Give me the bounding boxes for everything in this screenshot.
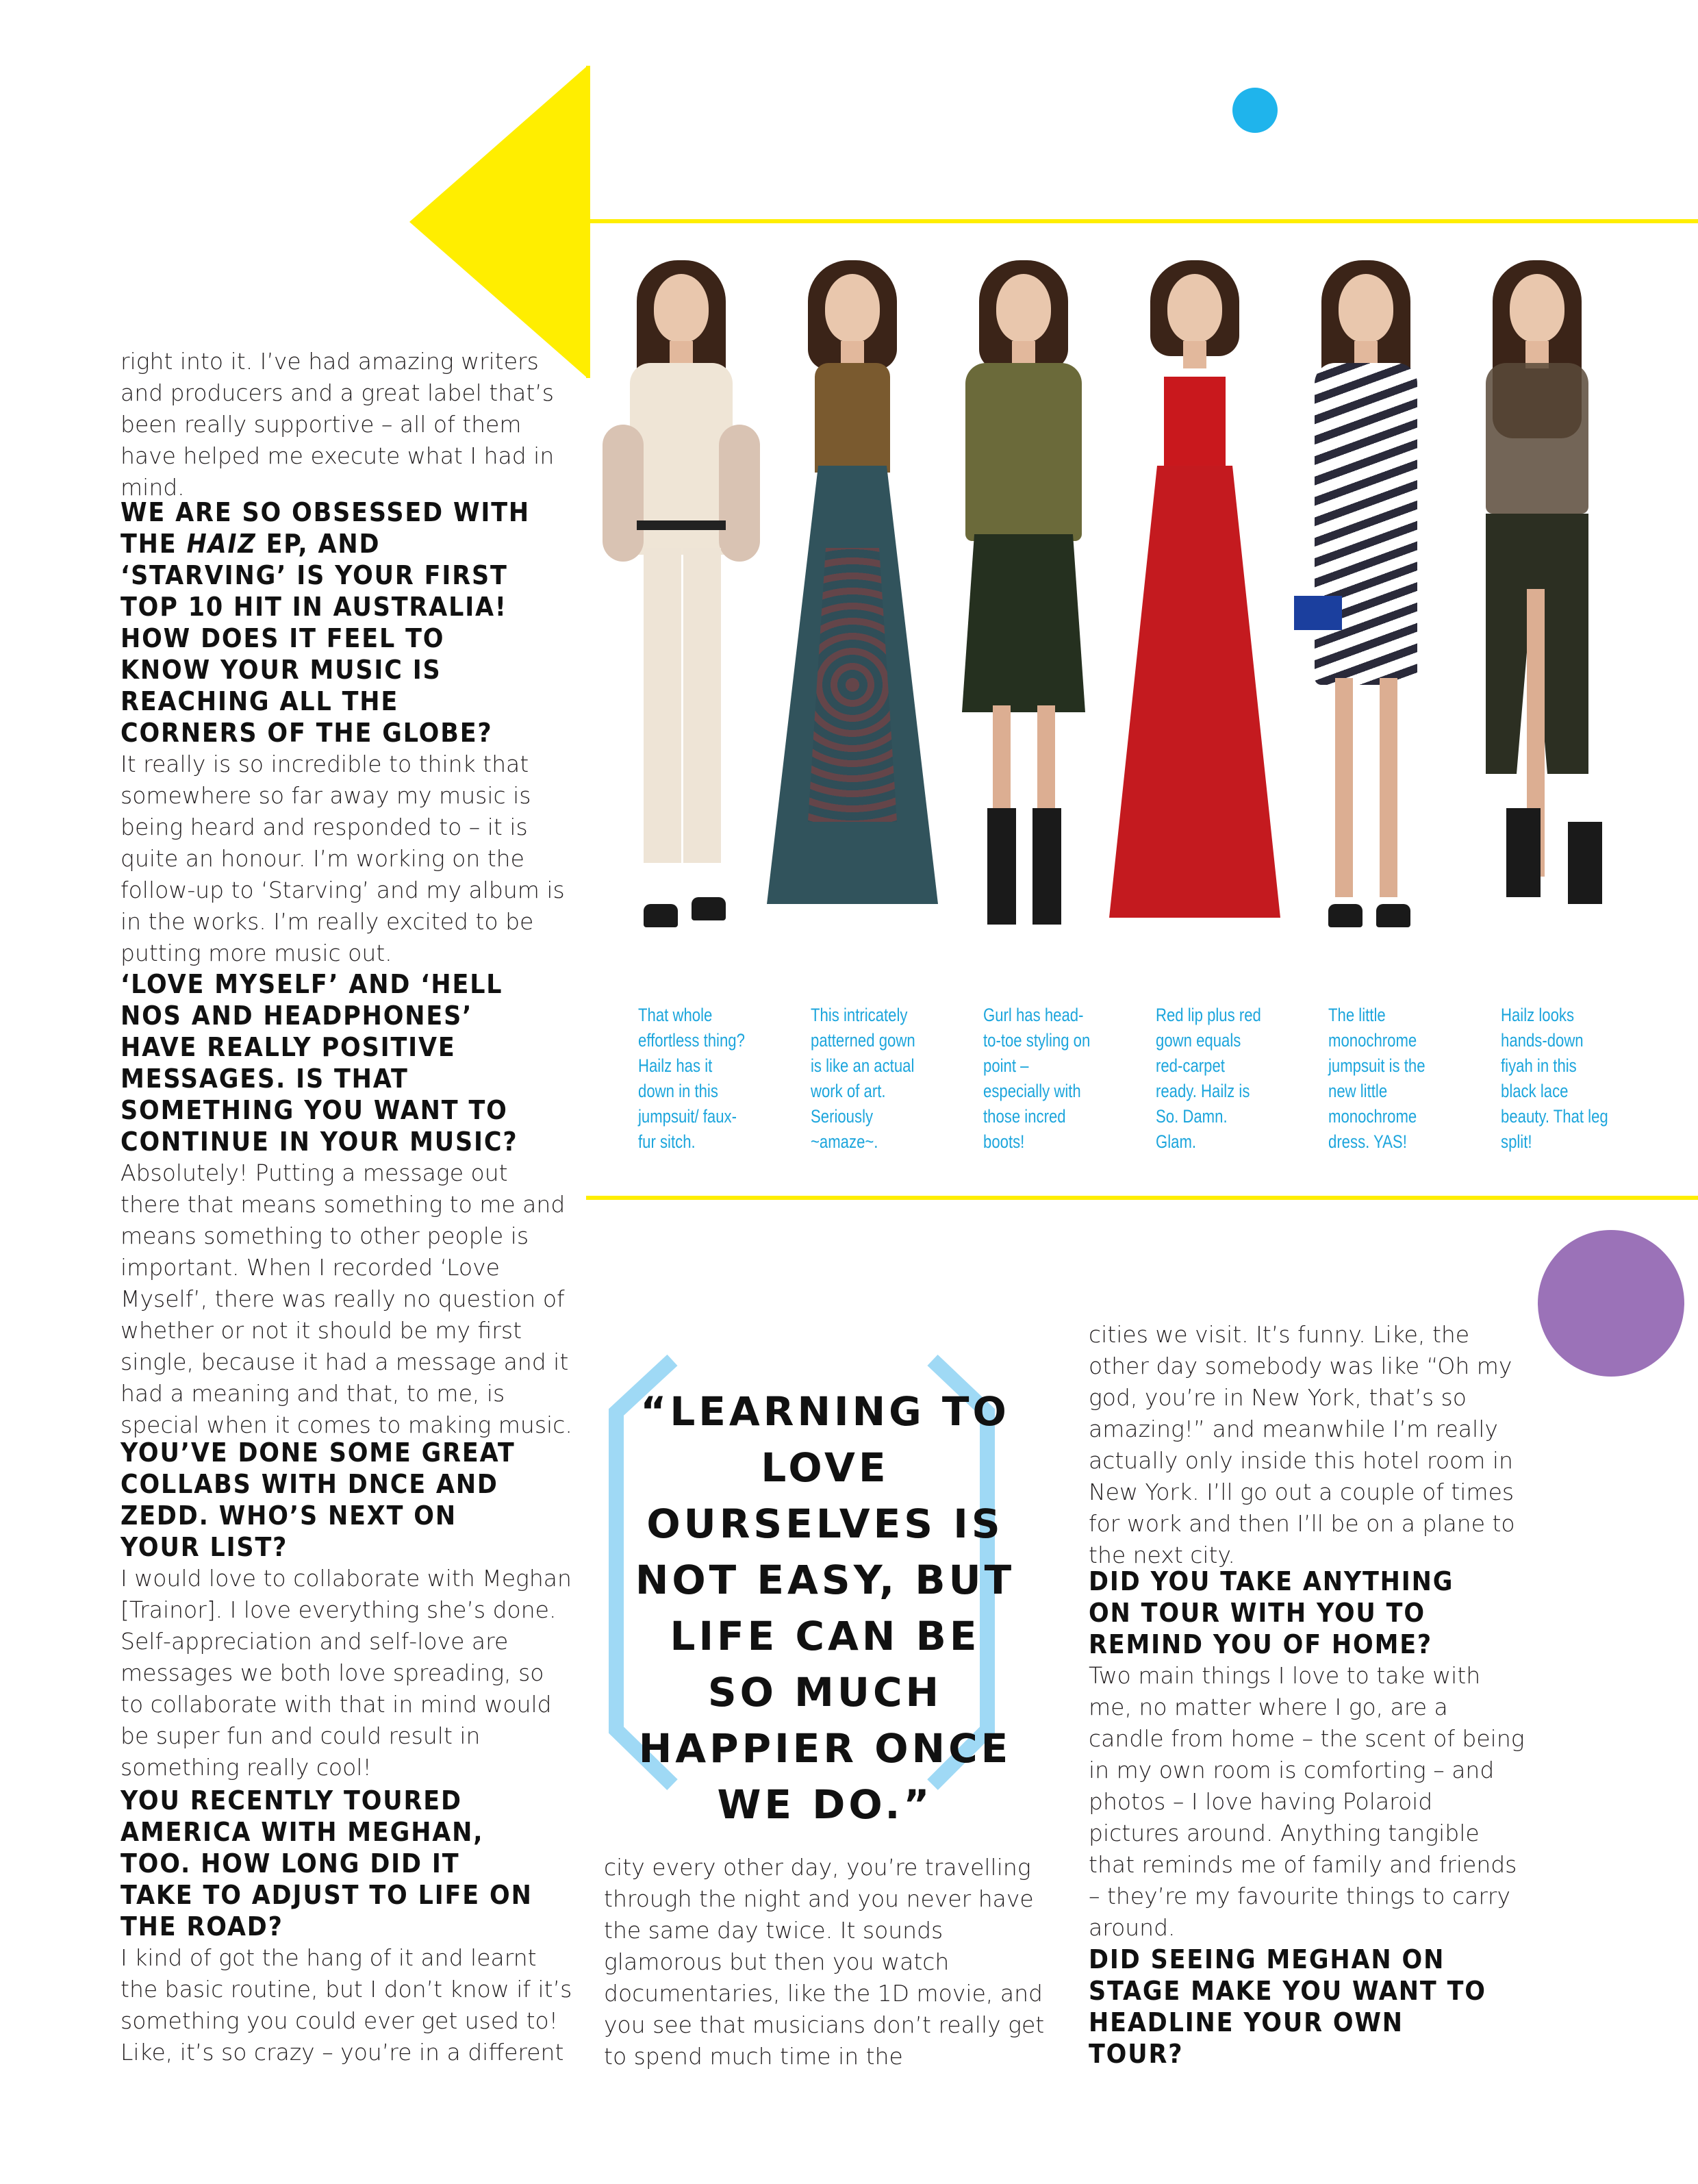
paragraph: cities we visit. It’s funny. Like, the other day somebody was like “Oh my god, you’re in New York, that’s so amazing!” and meanwhile I’m really actually only inside this hotel room in New York. I’ll go out a couple of times for work and then I’ll be on a plane to the next city. — [1089, 1321, 1515, 1568]
photo-caption-3: Gurl has head-to-toe styling on point – especially with those incred boots! — [983, 1005, 1091, 1152]
answer-paragraph: It really is so incredible to think that somewhere so far away my music is being heard and responded to – it is quite an honour. I’m working on the follow-up to ‘Starving’ and my album is in the works. I’m really excited to be putting more music out. — [121, 751, 565, 966]
photo-caption-5: The little monochrome jumpsuit is the new little monochrome dress. YAS! — [1328, 1005, 1425, 1152]
answer-paragraph: I would love to collaborate with Meghan [Trainor]. I love everything she’s done. Self-appreciation and self-love are messages we both love spreading, so to collaborate with that in mind would be super fun and could result in something really cool! — [121, 1565, 572, 1781]
paragraph: right into it. I’ve had amazing writers and producers and a great label that’s been really supportive – all of them have helped me execute what I had in mind. — [121, 348, 555, 501]
question-heading: WE ARE SO OBSESSED WITH THE HAIZ EP, AND ‘STARVING’ IS YOUR FIRST TOP 10 HIT IN AUSTRALIA! HOW DOES IT FEEL TO KNOW YOUR MUSIC IS REACHING ALL THE CORNERS OF THE GLOBE? — [121, 497, 530, 748]
answer-paragraph: I kind of got the hang of it and learnt the basic routine, but I don’t know if it’s something you could ever get used to! Like, it’s so crazy – you’re in a different — [121, 1944, 572, 2066]
purple-dot-decoration — [1538, 1230, 1684, 1377]
question-heading: YOU RECENTLY TOURED AMERICA WITH MEGHAN, TOO. HOW LONG DID IT TAKE TO ADJUST TO LIFE ON THE ROAD? — [121, 1785, 533, 1942]
photo-caption-1: That whole effortless thing? Hailz has it down in this jumpsuit/ faux-fur sitch. — [638, 1005, 745, 1152]
answer-paragraph: Absolutely! Putting a message out there that means something to me and means something to other people is important. When I recorded ‘Love Myself’, there was really no question of whether or not it should be my first single, because it had a message and it had a meaning and that, to me, is special when it comes to making music. — [121, 1159, 572, 1438]
yellow-rule-middle — [586, 1196, 1698, 1200]
paragraph: city every other day, you’re travelling through the night and you never have the same day twice. It sounds glamorous but then you watch documentaries, like the 1D movie, and you see that musicians don’t really get to spend much time in the — [604, 1854, 1045, 2070]
blue-dot-decoration — [1232, 88, 1278, 133]
photo-caption-6: Hailz looks hands-down fiyah in this black lace beauty. That leg split! — [1501, 1005, 1608, 1152]
question-block — [1089, 1566, 1527, 1944]
middle-column — [604, 1852, 1049, 2072]
question-heading: DID SEEING MEGHAN ON STAGE MAKE YOU WANT TO HEADLINE YOUR OWN TOUR? — [1089, 1944, 1486, 2069]
photo-olive-ruffle-dress — [938, 260, 1109, 972]
right-column — [1089, 1319, 1527, 1571]
photo-cream-jumpsuit — [596, 260, 767, 972]
question-block — [121, 1785, 572, 2068]
question-heading: YOU’VE DONE SOME GREAT COLLABS WITH DNCE AND ZEDD. WHO’S NEXT ON YOUR LIST? — [121, 1438, 516, 1562]
pull-quote: “LEARNING TO LOVE OURSELVES IS NOT EASY, BUT LIFE CAN BE SO MUCH HAPPIER ONCE WE DO.” — [635, 1388, 1015, 1828]
question-block — [121, 1437, 572, 1783]
photo-black-lace-outfit — [1452, 260, 1623, 972]
red-carpet-photo-strip — [596, 260, 1691, 972]
answer-paragraph: Two main things I love to take with me, no matter where I go, are a candle from home – the scent of being in my own room is comforting – and photos – I love having Polaroid pictures around. Anything tangible that reminds me of family and friends – they’re my favourite things to carry around. — [1089, 1662, 1525, 1941]
photo-monochrome-jumpsuit — [1280, 260, 1452, 972]
question-heading: ‘LOVE MYSELF’ AND ‘HELL NOS AND HEADPHONES’ HAVE REALLY POSITIVE MESSAGES. IS THAT SOMETHING YOU WANT TO CONTINUE IN YOUR MUSIC? — [121, 969, 518, 1157]
yellow-rule-top — [586, 219, 1698, 223]
question-block — [121, 497, 572, 969]
photo-red-gown — [1109, 260, 1280, 972]
question-block — [121, 968, 572, 1441]
left-column — [121, 346, 572, 503]
yellow-triangle-decoration — [409, 66, 587, 378]
question-block — [1089, 1944, 1527, 2070]
question-heading: DID YOU TAKE ANYTHING ON TOUR WITH YOU TO REMIND YOU OF HOME? — [1089, 1566, 1454, 1659]
photo-patterned-gown — [767, 260, 938, 972]
photo-caption-2: This intricately patterned gown is like an actual work of art. Seriously ~amaze~. — [811, 1005, 915, 1152]
photo-caption-4: Red lip plus red gown equals red-carpet ready. Hailz is So. Damn. Glam. — [1156, 1005, 1261, 1152]
